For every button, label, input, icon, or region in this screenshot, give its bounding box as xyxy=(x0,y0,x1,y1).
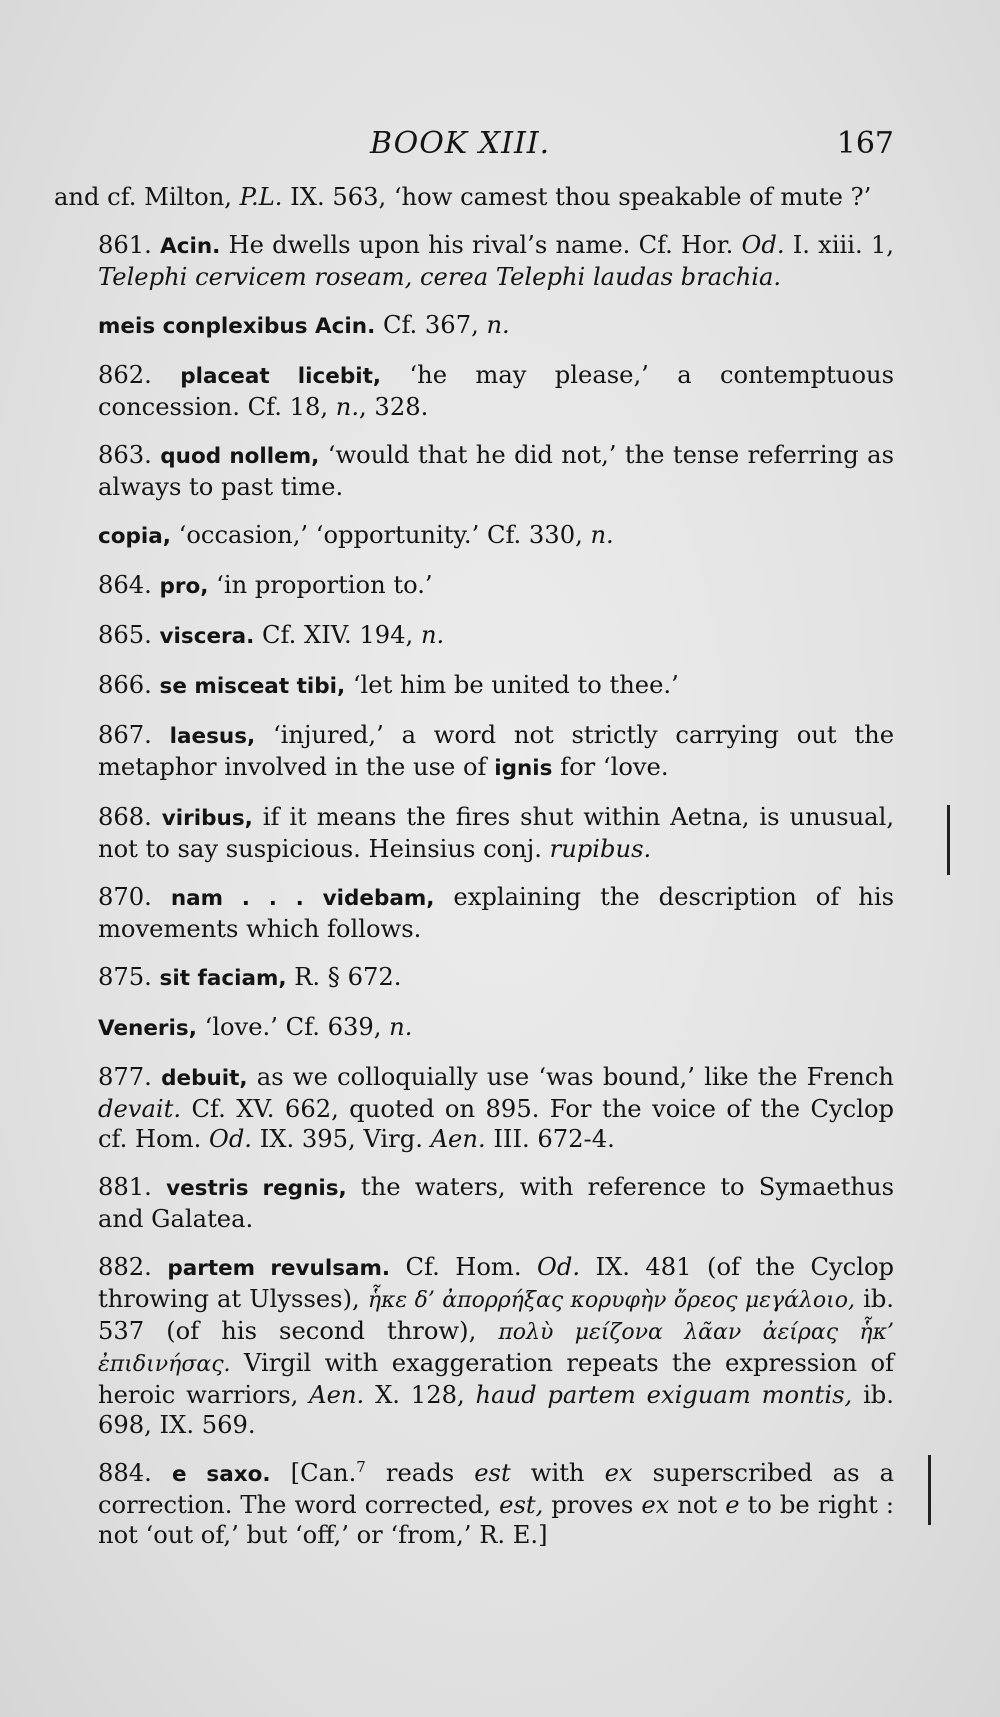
latin-quotation: Telephi cervicem roseam, cerea Telephi laudas brachia. xyxy=(98,263,782,291)
latin-quotation: haud partem exiguam montis, xyxy=(475,1381,853,1409)
note-text: reads xyxy=(365,1459,475,1487)
note-text: explaining the description of his movements which follows. xyxy=(98,883,894,943)
note-reference: n. xyxy=(590,521,614,549)
running-title: BOOK XIII. xyxy=(370,126,551,161)
note-reference: n. xyxy=(335,393,360,421)
note-text: to be right : not ‘out of,’ but ‘off,’ or ‘from,’ R. E.] xyxy=(98,1491,894,1549)
lemma: laesus, xyxy=(169,724,256,749)
line-number: 862. xyxy=(98,361,181,389)
margin-bar xyxy=(928,1455,931,1525)
note-866 xyxy=(54,670,894,702)
note-text: He dwells upon his rival’s name. Cf. Hor. xyxy=(220,231,742,259)
lemma: debuit, xyxy=(161,1066,248,1091)
latin-word: est xyxy=(474,1459,511,1487)
note-877 xyxy=(54,1062,894,1154)
note-861 xyxy=(54,230,894,292)
note-reference: Od. xyxy=(537,1253,581,1281)
lemma: quod nollem, xyxy=(160,444,320,469)
note-reference: P.L. xyxy=(239,183,283,211)
line-number: 884. xyxy=(98,1459,172,1487)
lemma: viribus, xyxy=(161,806,253,831)
line-number: 865. xyxy=(98,621,160,649)
commentary-text xyxy=(54,182,894,1550)
note-text: and cf. Milton, xyxy=(54,183,240,211)
note-text: proves xyxy=(543,1491,642,1519)
note-875 xyxy=(54,962,894,994)
line-number: 863. xyxy=(98,441,161,469)
french-word: devait. xyxy=(98,1095,182,1123)
note-reference: Od. xyxy=(741,231,785,259)
lemma: meis conplexibus Acin. xyxy=(98,314,376,339)
note-862 xyxy=(54,360,894,422)
page-number: 167 xyxy=(836,126,894,161)
note-reference: Od. xyxy=(208,1125,252,1153)
note-text: , 328. xyxy=(359,393,429,421)
greek-quotation: ἧκε δ’ ἀπορρήξας κορυφὴν ὄρεος μεγάλοιο, xyxy=(367,1288,855,1313)
line-number: 866. xyxy=(98,671,160,699)
lemma: nam . . . videbam, xyxy=(170,886,435,911)
note-text: ‘injured,’ a word not strictly carrying out the metaphor involved in the use of xyxy=(98,721,895,781)
lemma: sit faciam, xyxy=(159,966,287,991)
page-header xyxy=(0,120,1000,170)
note-865 xyxy=(54,620,894,652)
note-text: superscribed as a correction. The word corrected, xyxy=(98,1459,894,1519)
latin-word: e xyxy=(725,1491,740,1519)
latin-word: est, xyxy=(499,1491,544,1519)
lemma: placeat licebit, xyxy=(180,364,382,389)
note-text: ‘would that he did not,’ the tense referring as always to past time. xyxy=(98,441,894,501)
lemma: partem revulsam. xyxy=(167,1256,391,1281)
note-text: III. 672-4. xyxy=(485,1125,615,1153)
note-text: the waters, with reference to Symaethus and Galatea. xyxy=(98,1173,894,1233)
note-870 xyxy=(54,882,894,944)
lemma: Acin. xyxy=(160,234,221,259)
note-text: Cf. Hom. xyxy=(390,1253,538,1281)
note-861-b xyxy=(54,310,894,342)
line-number: 870. xyxy=(98,883,171,911)
note-text: if it means the fires shut within Aetna, is unusual, not to say suspicious. Heinsius conj. xyxy=(98,803,895,863)
note-863-b xyxy=(54,520,894,552)
note-text: not xyxy=(669,1491,726,1519)
note-reference: Aen. xyxy=(430,1125,486,1153)
note-text: R. § 672. xyxy=(286,963,402,991)
line-number: 882. xyxy=(98,1253,168,1281)
note-text: ib. 537 (of his second throw), xyxy=(98,1285,894,1345)
latin-word: ex xyxy=(641,1491,670,1519)
lemma: se misceat tibi, xyxy=(159,674,346,699)
note-868 xyxy=(54,802,894,864)
note-text: Cf. XV. 662, quoted on 895. For the voice of the Cyclop cf. Hom. xyxy=(98,1095,894,1153)
note-text: I. xiii. 1, xyxy=(784,231,894,259)
note-text: for ‘love. xyxy=(552,753,669,781)
note-text: as we colloquially use ‘was bound,’ like the French xyxy=(247,1063,894,1091)
line-number: 877. xyxy=(98,1063,162,1091)
note-882 xyxy=(54,1252,894,1440)
line-number: 867. xyxy=(98,721,170,749)
lemma: viscera. xyxy=(159,624,255,649)
lemma: e saxo. xyxy=(171,1462,271,1487)
note-reference: n. xyxy=(486,311,510,339)
line-number: 861. xyxy=(98,231,161,259)
note-text: ib. 698, IX. 569. xyxy=(98,1381,894,1439)
note-reference: n. xyxy=(389,1013,413,1041)
note-864 xyxy=(54,570,894,602)
note-text: with xyxy=(510,1459,605,1487)
lemma: Veneris, xyxy=(98,1016,197,1041)
note-reference: n. xyxy=(420,621,445,649)
note-text: IX. 481 (of the Cyclop throwing at Ulysses), xyxy=(98,1253,894,1313)
note-text: ‘let him be united to thee.’ xyxy=(345,671,679,699)
lemma: pro, xyxy=(159,574,209,599)
lemma: copia, xyxy=(98,524,171,549)
lemma: ignis xyxy=(494,756,553,781)
conjecture: rupibus. xyxy=(549,835,652,863)
margin-bar xyxy=(947,805,950,875)
note-884 xyxy=(54,1458,894,1550)
note-text: ‘he may please,’ a contemptuous concession. Cf. 18, xyxy=(98,361,894,421)
note-867 xyxy=(54,720,894,784)
note-text: ‘love.’ Cf. 639, xyxy=(196,1013,390,1041)
note-reference: Aen. xyxy=(309,1381,365,1409)
note-text: IX. 395, Virg. xyxy=(252,1125,431,1153)
note-text: ‘in proportion to.’ xyxy=(208,571,433,599)
superscript: 7 xyxy=(356,1457,366,1476)
lemma: vestris regnis, xyxy=(166,1176,347,1201)
note-881 xyxy=(54,1172,894,1234)
note-text: X. 128, xyxy=(364,1381,476,1409)
note-text: Virgil with exaggeration repeats the expression of heroic warriors, xyxy=(98,1349,894,1409)
line-number: 864. xyxy=(98,571,160,599)
line-number: 868. xyxy=(98,803,162,831)
note-875-b xyxy=(54,1012,894,1044)
note-text: Cf. 367, xyxy=(375,311,487,339)
note-text: ‘occasion,’ ‘opportunity.’ Cf. 330, xyxy=(170,521,591,549)
line-number: 875. xyxy=(98,963,160,991)
note-text: [Can. xyxy=(270,1459,357,1487)
line-number: 881. xyxy=(98,1173,167,1201)
note-863 xyxy=(54,440,894,502)
note-continuation xyxy=(54,182,894,212)
note-text: IX. 563, ‘how camest thou speakable of mute ?’ xyxy=(282,183,872,211)
greek-quotation: πολὺ μείζονα λᾶαν ἀείρας ἧκ’ ἐπιδινήσας. xyxy=(98,1320,894,1377)
note-text: Cf. XIV. 194, xyxy=(254,621,421,649)
latin-word: ex xyxy=(604,1459,633,1487)
